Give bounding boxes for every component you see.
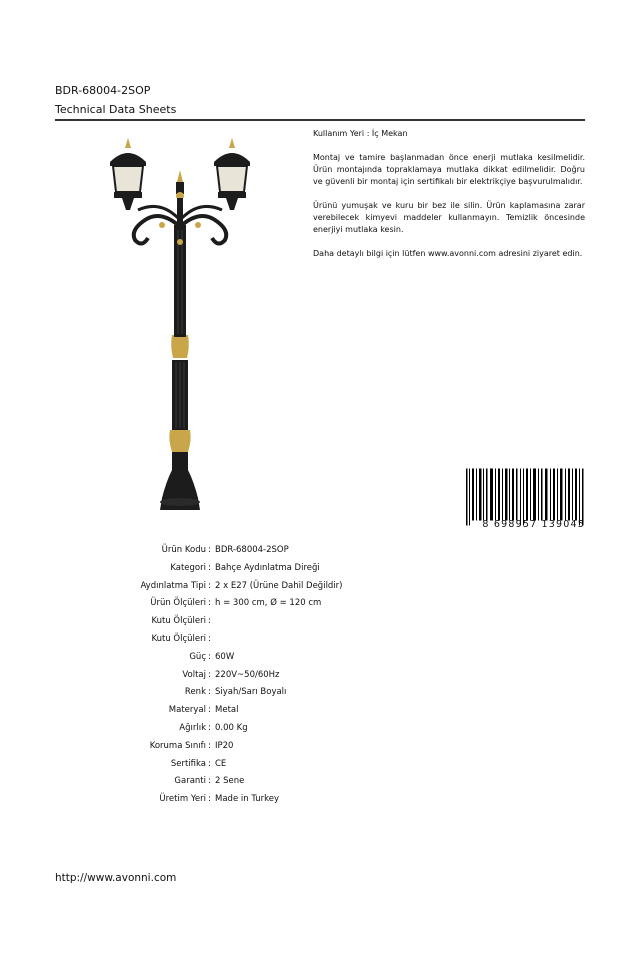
website-paragraph: Daha detaylı bilgi için lütfen www.avonni.com adresini ziyaret edin. <box>313 249 583 258</box>
spec-row <box>0 794 640 812</box>
spec-colon: : <box>208 758 211 769</box>
spec-colon: : <box>208 776 211 787</box>
spec-label: Kutu Ölçüleri <box>151 616 206 627</box>
middle-gold-collar <box>171 335 189 358</box>
right-arm <box>182 216 226 244</box>
spec-colon: : <box>208 705 211 716</box>
spec-value: 60W <box>215 651 235 662</box>
product-image <box>100 130 260 515</box>
left-arm <box>134 216 178 244</box>
spec-value: IP20 <box>215 740 234 751</box>
spec-row <box>0 581 640 599</box>
spec-colon: : <box>208 669 211 680</box>
spec-label: Ürün Kodu <box>161 545 206 555</box>
spec-row <box>0 759 640 777</box>
header-divider <box>55 119 585 121</box>
spec-value: 2 Sene <box>215 776 245 787</box>
spec-table <box>0 545 640 812</box>
cleaning-paragraph: Ürünü yumuşak ve kuru bir bez ile silin. Ürün kaplamasına zarar verebilecek kimyevi maddeler kullanmayın. Temizlik öncesinde enerjiyi mutlaka kesin. <box>313 201 585 234</box>
spec-row <box>0 776 640 794</box>
document-subtitle: Technical Data Sheets <box>55 103 177 116</box>
spec-label: Sertifika <box>170 758 206 769</box>
spec-row <box>0 687 640 705</box>
spec-label: Ürün Ölçüleri <box>150 598 206 609</box>
left-lantern <box>110 138 146 210</box>
spec-label: Voltaj <box>182 669 206 680</box>
spec-colon: : <box>208 598 211 609</box>
spec-row <box>0 563 640 581</box>
spec-row <box>0 670 640 688</box>
right-lantern <box>214 138 250 210</box>
spec-colon: : <box>208 616 211 627</box>
spec-row <box>0 723 640 741</box>
spec-label: Kutu Ölçüleri <box>151 633 206 644</box>
spec-colon: : <box>208 562 211 573</box>
spec-row <box>0 741 640 759</box>
spec-label: Koruma Sınıfı <box>149 740 206 751</box>
spec-label: Garanti <box>174 776 206 787</box>
spec-row <box>0 545 640 563</box>
spec-label: Renk <box>184 687 206 698</box>
spec-row <box>0 705 640 723</box>
spec-row <box>0 652 640 670</box>
spec-colon: : <box>208 580 211 591</box>
spec-value: BDR-68004-2SOP <box>215 545 289 555</box>
spec-colon: : <box>208 722 211 733</box>
spec-colon: : <box>208 740 211 751</box>
spec-value: Siyah/Sarı Boyalı <box>215 687 287 698</box>
spec-value: Metal <box>215 705 239 716</box>
spec-colon: : <box>208 794 211 805</box>
spec-row <box>0 616 640 634</box>
spec-label: Ağırlık <box>179 722 206 733</box>
info-panel <box>313 128 585 272</box>
spec-row <box>0 598 640 616</box>
spec-colon: : <box>208 633 211 644</box>
spec-colon: : <box>208 687 211 698</box>
spec-value: h = 300 cm, Ø = 120 cm <box>215 598 322 609</box>
spec-label: Materyal <box>168 705 206 716</box>
barcode-digits: 8 698957 139045 <box>482 519 585 530</box>
spec-label: Kategori <box>170 562 206 573</box>
safety-paragraph: Montaj ve tamire başlanmadan önce enerji mutlaka kesilmelidir. Ürün montajında topraklamaya mutlaka dikkat edilmelidir. Doğru ve güvenli bir montaj için sertifikalı bir elektrikçiye başvurulmalıdır. <box>313 153 585 186</box>
spec-value: 220V~50/60Hz <box>215 669 280 680</box>
website-link[interactable]: http://www.avonni.com <box>55 872 177 884</box>
spec-value: 2 x E27 (Ürüne Dahil Değildir) <box>215 580 343 591</box>
spec-label: Güç <box>189 651 206 662</box>
spec-label: Aydınlatma Tipi <box>140 580 206 591</box>
spec-colon: : <box>208 651 211 662</box>
spec-value: Bahçe Aydınlatma Direği <box>215 562 320 573</box>
product-code-heading: BDR-68004-2SOP <box>55 84 151 97</box>
spec-label: Üretim Yeri <box>159 794 206 805</box>
spec-colon: : <box>208 545 211 555</box>
usage-place-text: Kullanım Yeri : İç Mekan <box>313 129 408 138</box>
spec-value: CE <box>215 758 227 769</box>
lower-gold-collar <box>169 430 190 452</box>
spec-row <box>0 634 640 652</box>
spec-value: 0.00 Kg <box>215 722 248 733</box>
spec-value: Made in Turkey <box>215 794 279 805</box>
